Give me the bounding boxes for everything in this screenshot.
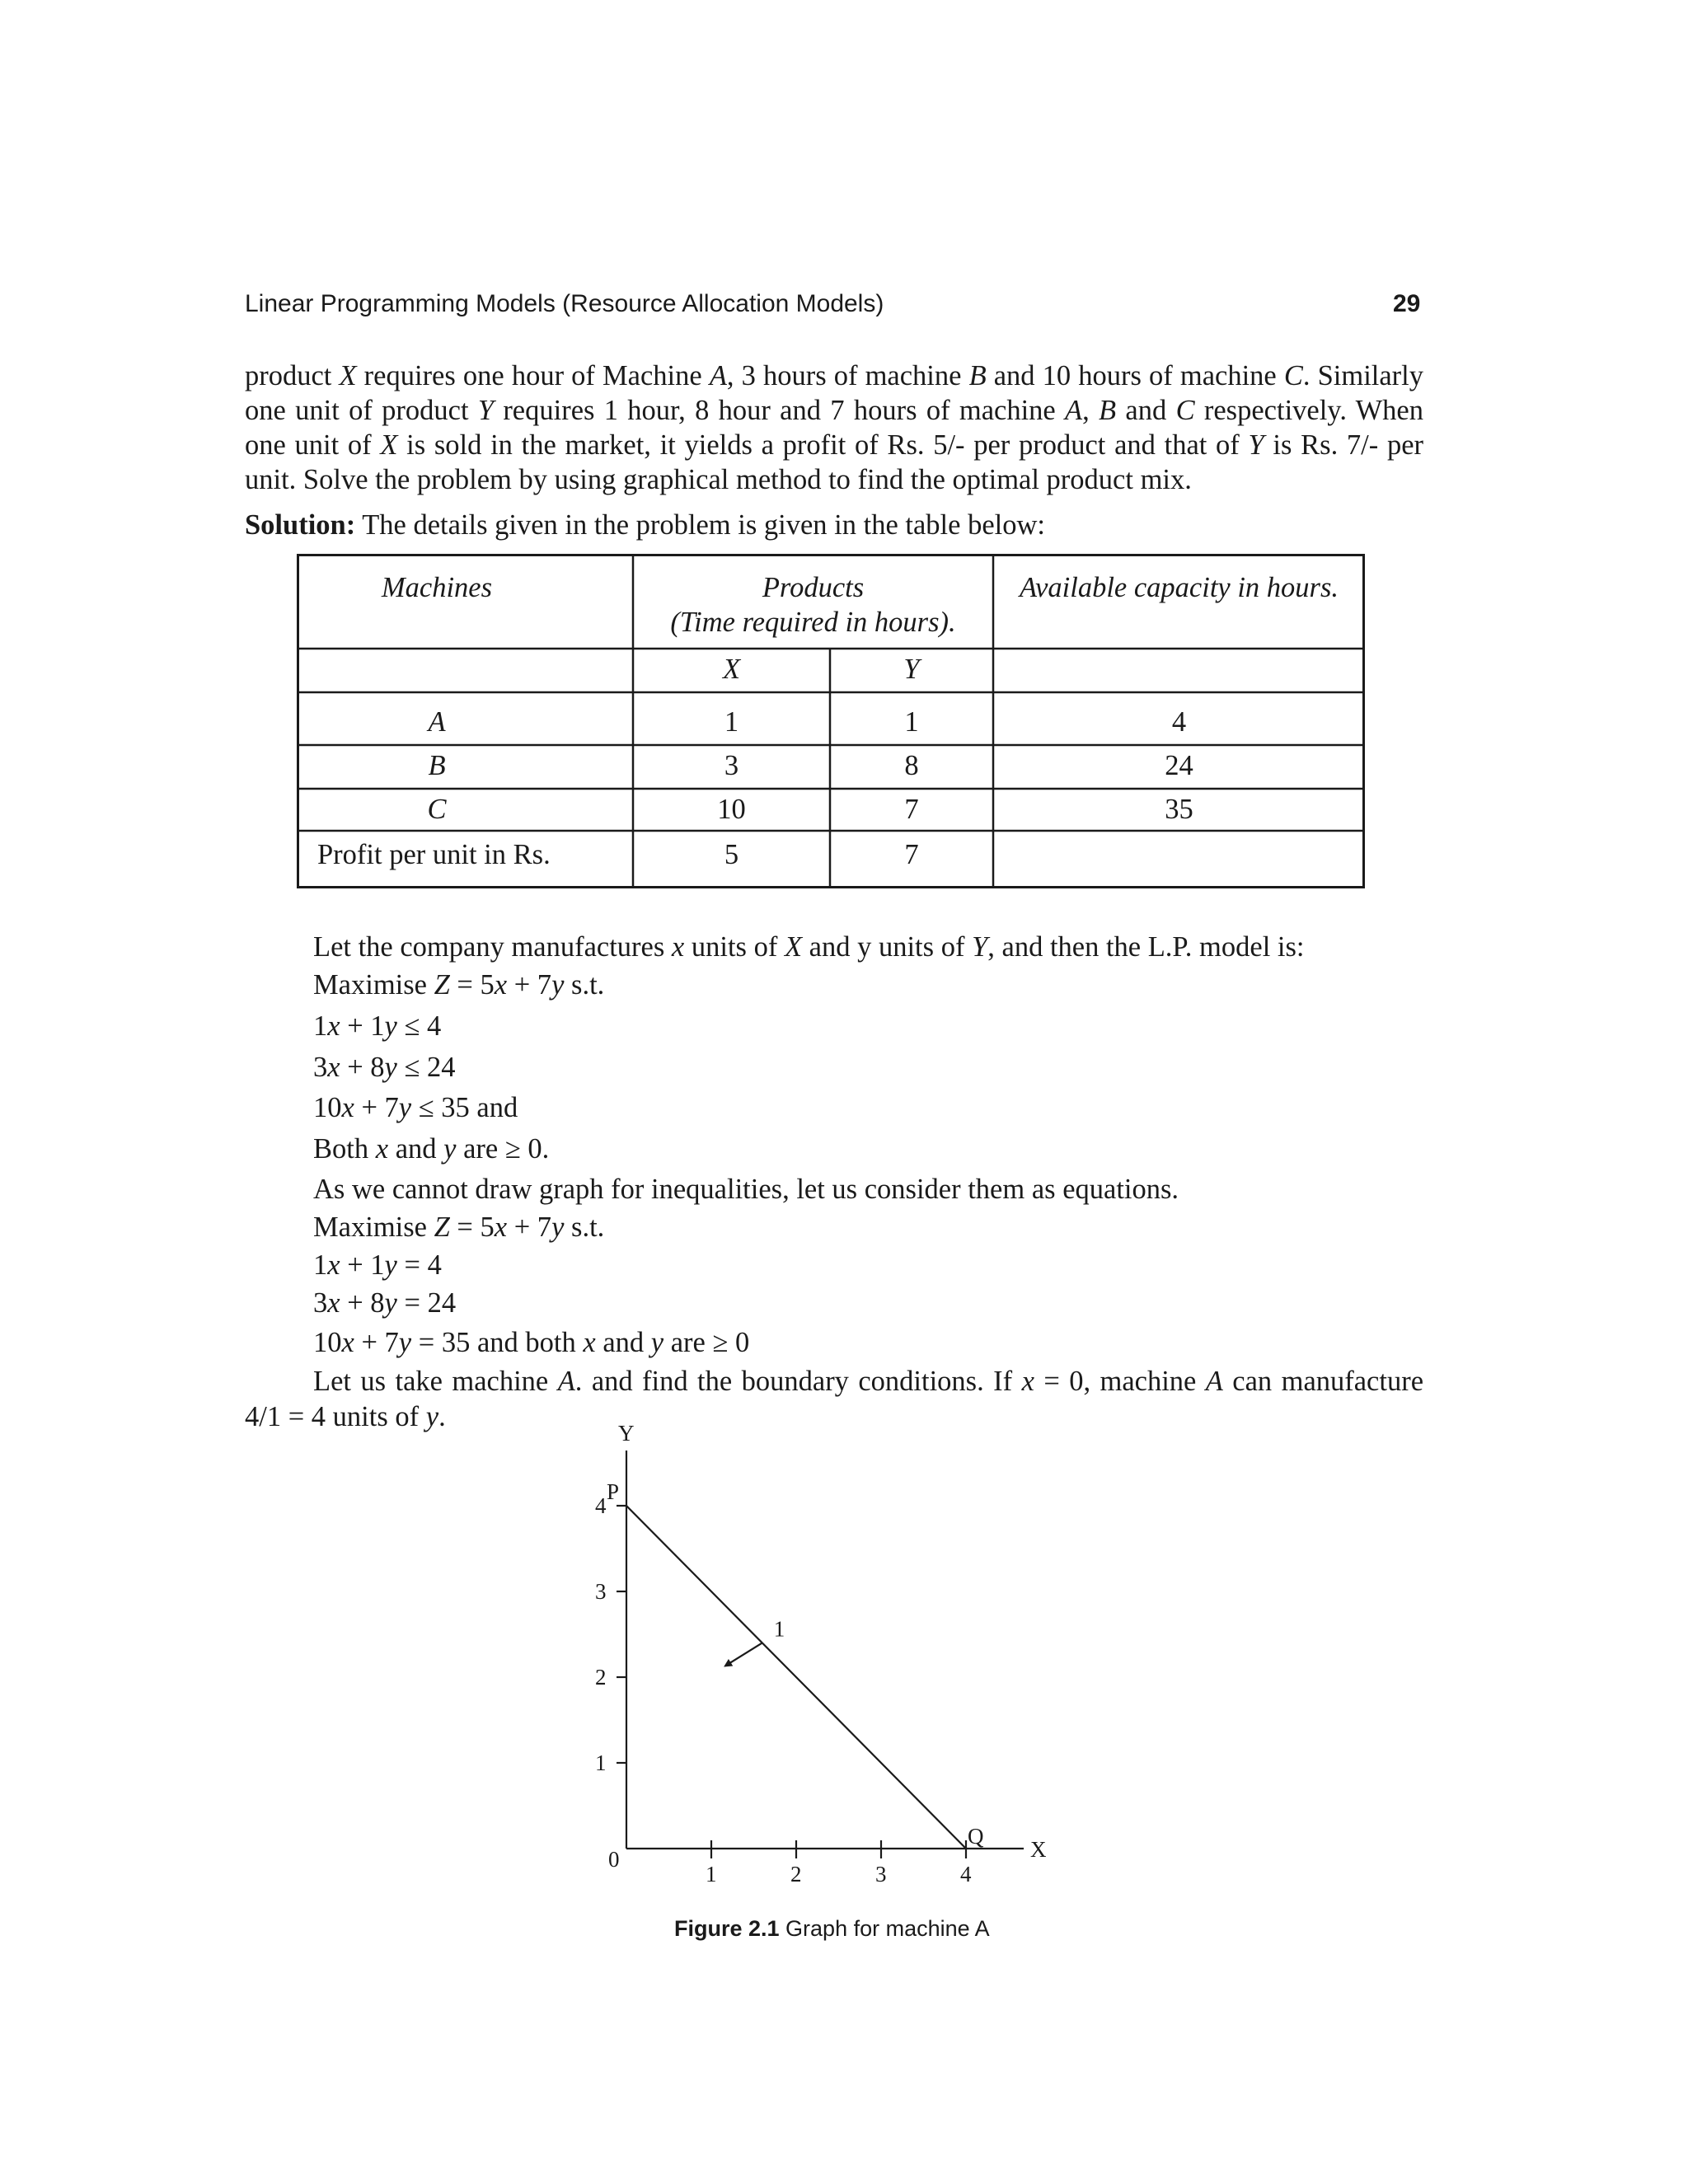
- model-line-12: Let us take machine A. and find the boundary conditions. If x = 0, machine A can manufacture: [313, 1366, 1424, 1397]
- table-row-a-x: 1: [724, 706, 739, 738]
- sub-header-y: Y: [903, 654, 920, 685]
- model-line-6: Both x and y are ≥ 0.: [313, 1133, 550, 1165]
- x-axis-label: X: [1030, 1837, 1047, 1862]
- machine-data-table: [297, 554, 1365, 888]
- model-line-11: 10x + 7y = 35 and both x and y are ≥ 0: [313, 1327, 750, 1358]
- table-row-b-cap: 24: [1165, 750, 1193, 781]
- y-tick-label-3: 3: [595, 1579, 607, 1604]
- y-tick-label-1: 1: [595, 1750, 607, 1775]
- col-header-products: Products: [762, 572, 865, 603]
- figure-caption-number: Figure 2.1: [674, 1916, 780, 1941]
- running-title: Linear Programming Models (Resource Allocation Models): [245, 290, 884, 317]
- col-header-machines: Machines: [381, 572, 493, 603]
- table-row-b-x: 3: [724, 750, 739, 781]
- solution-line: [245, 509, 1045, 541]
- figure-graph-machine-a: [560, 1418, 1088, 1896]
- table-row-c-cap: 35: [1165, 794, 1193, 825]
- model-line-1: Let the company manufactures x units of X and y units of Y, and then the L.P. model is:: [313, 931, 1305, 963]
- feasible-direction-arrow: [725, 1643, 762, 1666]
- figure-marks: [626, 1506, 966, 1849]
- model-line-4: 3x + 8y ≤ 24: [313, 1052, 456, 1083]
- model-line-7: As we cannot draw graph for inequalities, let us consider them as equations.: [313, 1174, 1179, 1205]
- table-profit-label: Profit per unit in Rs.: [317, 839, 551, 870]
- solution-label: Solution:: [245, 509, 356, 541]
- origin-label: 0: [608, 1847, 620, 1872]
- model-line-8: Maximise Z = 5x + 7y s.t.: [313, 1212, 605, 1243]
- problem-paragraph: [245, 359, 1423, 497]
- y-tick-label-4: 4: [595, 1493, 607, 1518]
- table-row-a-cap: 4: [1171, 706, 1187, 738]
- y-axis-label: Y: [618, 1421, 635, 1446]
- x-tick-label-2: 2: [790, 1862, 802, 1886]
- point-q-label: Q: [968, 1824, 984, 1849]
- col-header-capacity: Available capacity in hours.: [1019, 572, 1339, 603]
- model-line-2: Maximise Z = 5x + 7y s.t.: [313, 969, 605, 1001]
- table-row-b-machine: B: [428, 750, 446, 781]
- table-profit-x: 5: [724, 839, 739, 870]
- model-line-9: 1x + 1y = 4: [313, 1249, 442, 1281]
- model-line-3: 1x + 1y ≤ 4: [313, 1010, 442, 1042]
- model-line-5: 10x + 7y ≤ 35 and: [313, 1092, 518, 1123]
- problem-text: product X requires one hour of Machine A, 3 hours of machine B and 10 hours of machine C. Similarly one unit of product Y requires 1 hour, 8 hour and 7 hours of machine A, B and C respectively. When one unit of X is sold in the market, it yields a profit of Rs. 5/- per product and that of Y is Rs. 7/- per unit. Solve the problem by using graphical method to find the optimal product mix.: [245, 360, 1424, 495]
- point-p-label: P: [607, 1479, 620, 1504]
- table-row-c-x: 10: [717, 794, 746, 825]
- table-row-b-y: 8: [904, 750, 919, 781]
- model-line-13: 4/1 = 4 units of y.: [245, 1401, 446, 1432]
- x-tick-label-1: 1: [706, 1862, 717, 1886]
- figure-caption-text: Graph for machine A: [779, 1916, 990, 1941]
- table-profit-y: 7: [904, 839, 919, 870]
- table-row-c-y: 7: [904, 794, 919, 825]
- table-row-a-y: 1: [904, 706, 919, 738]
- figure-labels: [595, 1421, 1047, 1886]
- figure-axes: [617, 1451, 1024, 1858]
- y-tick-label-2: 2: [595, 1665, 607, 1690]
- x-tick-label-4: 4: [960, 1862, 972, 1886]
- table-row-a-machine: A: [428, 706, 446, 738]
- running-header: [245, 290, 884, 318]
- constraint-line-label: 1: [773, 1616, 785, 1642]
- page-number: 29: [1393, 290, 1421, 317]
- col-header-products-sub: (Time required in hours).: [670, 607, 956, 638]
- model-line-10: 3x + 8y = 24: [313, 1287, 457, 1319]
- sub-header-x: X: [722, 654, 741, 685]
- table-row-c-machine: C: [427, 794, 447, 825]
- solution-text: The details given in the problem is given in the table below:: [355, 509, 1045, 541]
- constraint-line-machine-a: [626, 1506, 966, 1849]
- x-tick-label-3: 3: [875, 1862, 887, 1886]
- figure-caption: [674, 1916, 990, 1942]
